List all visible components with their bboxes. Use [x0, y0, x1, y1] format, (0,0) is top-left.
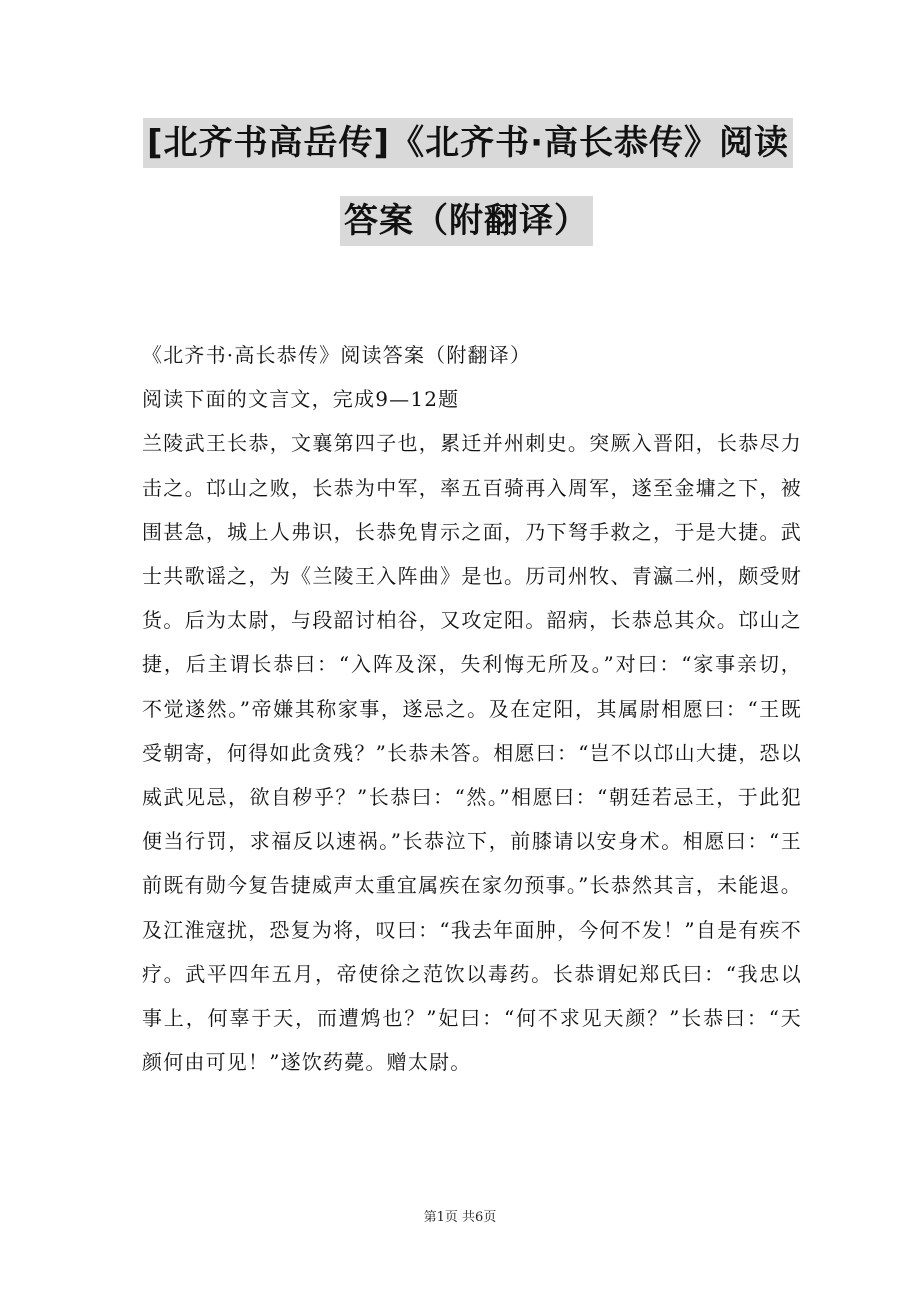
subtitle: 《北齐书·高长恭传》阅读答案（附翻译）: [142, 343, 532, 367]
page-footer: 第1页 共6页: [423, 1210, 497, 1225]
instruction: 阅读下面的文言文，完成9—12题: [142, 387, 460, 412]
passage-text: 兰陵武王长恭，文襄第四子也，累迁并州刺史。突厥入晋阳，长恭尽力击之。邙山之败，长恭为中军，率五百骑再入周军，遂至金墉之下，被围甚急，城上人弗识，长恭免胄示之面，乃下弩手救之，于是大捷。武士共歌谣之，为《兰陵王入阵曲》是也。历司州牧、青瀛二州，颇受财货。后为太尉，与段韶讨柏谷，又攻定阳。韶病，长恭总其众。邙山之捷，后主谓长恭曰：“入阵及深，失利悔无所及。”对曰：“家事亲切，不觉遂然。”帝嫌其称家事，遂忌之。及在定阳，其属尉相愿曰：“王既受朝寄，何得如此贪残？”长恭未答。相愿曰：“岂不以邙山大捷，恐以威武见忌，欲自秽乎？”长恭曰：“然。”相愿曰：“朝廷若忌王，于此犯便当行罚，求福反以速祸。”长恭泣下，前膝请以安身术。相愿曰：“王前既有勋今复告捷威声太重宜属疾在家勿预事。”长恭然其言，未能退。及江淮寇扰，恐复为将，叹曰：“我去年面肿，今何不发！”自是有疾不疗。武平四年五月，帝使徐之范饮以毒药。长恭谓妃郑氏曰：“我忠以事上，何辜于天，而遭鸩也？”妃曰：“何不求见天颜？”长恭曰：“天颜何由可见！”遂饮药薨。赠太尉。: [142, 431, 802, 1075]
title-line-2: 答案（附翻译）: [340, 196, 593, 246]
document-body: [142, 333, 802, 1084]
title-line-1: [北齐书高岳传]《北齐书·高长恭传》阅读: [143, 118, 793, 168]
